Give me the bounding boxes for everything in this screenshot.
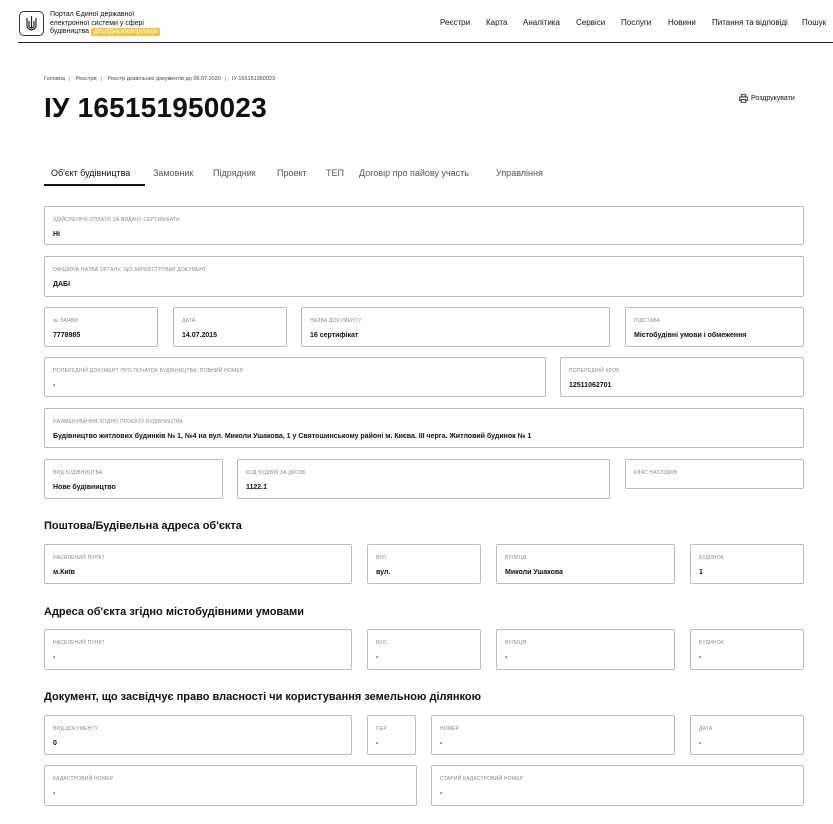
print-button[interactable] — [739, 94, 795, 103]
field-value: - — [440, 790, 443, 797]
postal-house-field — [690, 544, 804, 584]
project-name-field — [44, 408, 804, 448]
field-label: ПОПЕРЕДНІЙ КРОК — [569, 368, 620, 374]
field-label: ДАТА — [699, 726, 713, 732]
print-label: Роздрукувати — [751, 95, 795, 102]
land-doc-number-field — [431, 715, 675, 755]
field-label: НАСЕЛЕНИЙ ПУНКТ — [53, 640, 105, 646]
field-value: 12511062701 — [569, 382, 612, 389]
application-number-field — [44, 307, 158, 347]
nav-item-faq[interactable]: Питання та відповіді — [712, 18, 788, 27]
section-title-planning-address: Адреса об'єкта згідно містобудівними умовами — [44, 606, 305, 618]
field-label: СЕР. — [376, 726, 388, 732]
field-value: - — [699, 740, 702, 747]
previous-step-field — [560, 357, 804, 397]
field-value: - — [53, 790, 56, 797]
authority-field — [44, 256, 804, 297]
breadcrumb-permit-registry[interactable]: Реєстр дозвільних документів до 06.07.2020 — [107, 76, 221, 82]
section-title-postal-address: Поштова/Будівельна адреса об'єкта — [44, 520, 242, 532]
field-value: 16 сертифікат — [310, 332, 359, 339]
field-value: 1 — [699, 569, 703, 576]
field-value: - — [376, 654, 379, 661]
field-value: - — [53, 382, 56, 389]
cadastral-number-field — [44, 765, 417, 806]
breadcrumb: Головна | Реєстри | Реєстр дозвільних документів до 06.07.2020 | ІУ 165151950023 — [44, 76, 276, 82]
header-divider — [18, 42, 833, 43]
section-title-land-document: Документ, що засвідчує право власності чи користування земельною ділянкою — [44, 691, 482, 703]
field-label: СТАРИЙ КАДАСТРОВИЙ НОМЕР — [440, 776, 524, 782]
field-label: БУДИНОК — [699, 640, 724, 646]
field-label: ВУЛИЦЯ — [505, 555, 527, 561]
brand-line: Портал Єдиної державної — [50, 11, 135, 18]
payment-field — [44, 206, 804, 245]
breadcrumb-current: ІУ 165151950023 — [231, 76, 276, 82]
field-label: БУДИНОК — [699, 555, 724, 561]
field-value: Ні — [53, 231, 60, 238]
tab-management[interactable]: Управління — [496, 168, 543, 178]
field-value: 0 — [53, 740, 57, 747]
field-value: 14.07.2015 — [182, 332, 218, 339]
field-label: ЗДІЙСНЕННЯ ОПЛАТИ ЗА ВИДАЧУ СЕРТИФІКАТА — [53, 217, 180, 223]
field-label: ПІДСТАВА — [634, 318, 661, 324]
field-value: Миколи Ушакова — [505, 569, 563, 576]
brand-line: електронної системи у сфері — [50, 19, 144, 27]
field-label: ВИД ДОКУМЕНТУ — [53, 726, 99, 732]
field-label: ВУЛИЦЯ — [505, 640, 527, 646]
brand-title[interactable] — [50, 11, 180, 37]
field-value: - — [440, 740, 443, 747]
field-label: КАДАСТРОВИЙ НОМЕР — [53, 776, 114, 782]
tab-tep[interactable]: ТЕП — [326, 168, 344, 178]
field-label: ВУЛ. — [376, 555, 388, 561]
old-cadastral-number-field — [431, 765, 804, 806]
trident-logo-icon[interactable] — [19, 11, 44, 36]
consequence-class-field — [625, 459, 804, 489]
site-header — [0, 0, 833, 44]
active-tab-indicator — [44, 184, 145, 186]
trident-icon — [25, 15, 38, 32]
field-value: Будівництво житлових будинків № 1, №4 на вул. Миколи Ушакова, 1 у Святошинському районі м. Києва. ІІІ черга. Житловий будинок № 1 — [53, 433, 532, 440]
field-label: ВИД БУДІВНИЦТВА — [53, 470, 103, 476]
tab-contractor[interactable]: Підрядник — [213, 168, 256, 178]
field-value: м.Київ — [53, 569, 75, 576]
nav-item-analytics[interactable]: Аналітика — [523, 18, 560, 27]
field-label: № ЗАЯВИ — [53, 318, 79, 324]
planning-street-type-field — [367, 629, 481, 670]
field-value: - — [699, 654, 702, 661]
brand-line: будівництва — [50, 28, 90, 35]
planning-street-field — [496, 629, 675, 670]
tab-customer[interactable]: Замовник — [153, 168, 194, 178]
beta-badge: Дослідна експлуатація — [91, 28, 160, 36]
field-label: НОМЕР — [440, 726, 460, 732]
breadcrumb-home[interactable]: Головна — [44, 76, 65, 82]
field-label: ПОПЕРЕДНІЙ ДОКУМЕНТ ПРО ПОЧАТОК БУДІВНИЦТВА, ПОВНИЙ НОМЕР — [53, 368, 244, 374]
field-value: 1122.1 — [246, 484, 268, 491]
basis-field — [625, 307, 804, 347]
building-code-field — [237, 459, 610, 499]
field-label: КОД БУДІВЛІ ЗА ДКОЗБ — [246, 470, 306, 476]
field-value: Нове будівництво — [53, 484, 116, 491]
field-label: КЛАС НАСЛІДКІВ — [634, 470, 678, 476]
nav-item-search[interactable]: Пошук — [802, 18, 827, 27]
tab-share-agreement[interactable]: Договір про пайову участь — [359, 168, 469, 178]
field-value: вул. — [376, 569, 391, 576]
date-field — [173, 307, 287, 347]
field-value: - — [505, 654, 508, 661]
field-value: 7778985 — [53, 332, 81, 339]
breadcrumb-registries[interactable]: Реєстри — [75, 76, 97, 82]
postal-street-type-field — [367, 544, 481, 584]
page-title: ІУ 165151950023 — [44, 92, 267, 123]
field-label: ВУЛ. — [376, 640, 388, 646]
field-label: ОФІЦІЙНА НАЗВА ОРГАНУ, ЩО ЗАРЕЄСТРУВАВ ДОКУМЕНТ — [53, 267, 207, 273]
field-label: НАСЕЛЕНИЙ ПУНКТ — [53, 555, 105, 561]
planning-house-field — [690, 629, 804, 670]
field-label: НАЙМЕНУВАННЯ ЗГІДНО ПРОЕКТУ БУДІВНИЦТВА — [53, 419, 184, 425]
printer-icon — [739, 94, 748, 103]
nav-item-map[interactable]: Карта — [486, 18, 508, 27]
nav-item-e-services[interactable]: Послуги — [621, 18, 652, 27]
tab-construction-object[interactable]: Об'єкт будівництва — [51, 168, 131, 178]
field-value: - — [376, 740, 379, 747]
postal-street-field — [496, 544, 675, 584]
nav-item-registries[interactable]: Реєстри — [440, 18, 471, 27]
land-doc-type-field — [44, 715, 352, 755]
document-name-field — [301, 307, 610, 347]
postal-locality-field — [44, 544, 352, 584]
field-label: НАЗВА ДОКУМЕНТУ — [310, 318, 362, 324]
field-label: ДАТА — [182, 318, 196, 324]
tab-project[interactable]: Проект — [277, 168, 307, 178]
field-value: ДАБІ — [53, 281, 71, 288]
field-value: - — [53, 654, 56, 661]
build-type-field — [44, 459, 223, 499]
planning-locality-field — [44, 629, 352, 670]
land-doc-date-field — [690, 715, 804, 755]
nav-item-services[interactable]: Сервіси — [576, 18, 606, 27]
land-doc-series-field — [367, 715, 416, 755]
field-value: Містобудівні умови і обмеження — [634, 332, 747, 339]
nav-item-news[interactable]: Новини — [668, 18, 696, 27]
previous-document-field — [44, 357, 546, 397]
